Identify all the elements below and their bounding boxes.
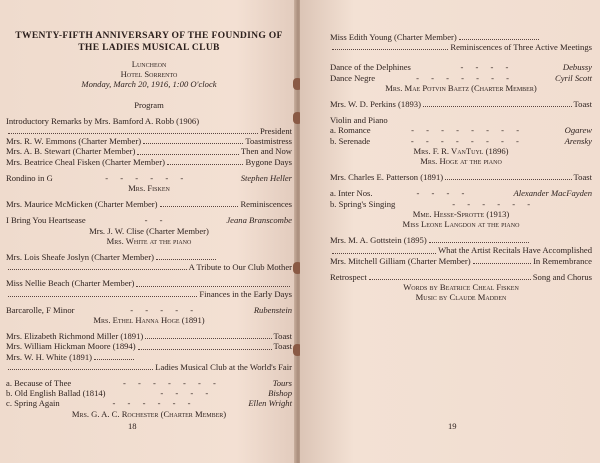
piece-composer: Alexander MacFayden (513, 188, 592, 199)
moore-row (6, 341, 292, 351)
leader-dots (473, 262, 531, 264)
intro-remarks: Introductory Remarks by Mrs. Bamford A. Robb (1906) (6, 115, 200, 126)
piece-composer: Ogarew (564, 125, 592, 136)
music-credit: Music by Claude Madden (415, 292, 507, 303)
heartsease-row (6, 215, 292, 225)
retrospect-label: Retrospect (330, 271, 367, 282)
piece-title: b. Spring's Singing (330, 198, 396, 209)
piece-title: Dance of the Delphines (330, 62, 411, 73)
dash-leader: - - - - (460, 62, 514, 73)
speaker-name: Mrs. William Hickman Moore (1894) (6, 341, 136, 352)
leader-dots (8, 132, 258, 134)
piece-title: Rondino in G (6, 172, 53, 183)
gilliam-row (330, 256, 592, 266)
leader-dots (8, 368, 153, 370)
toast-role: Then and Now (240, 146, 292, 157)
dash-leader: - - - - - - - - (410, 135, 524, 146)
violin-piece-row (330, 136, 592, 146)
gottstein-role-row (330, 245, 592, 255)
speaker-role: Toast (273, 341, 292, 352)
toast-row (6, 146, 292, 156)
leader-dots (332, 48, 448, 50)
song-composer: Bishop (268, 388, 292, 399)
leader-dots (138, 348, 272, 350)
leader-dots (136, 285, 290, 287)
title-line-2: THE LADIES MUSICAL CLUB (78, 41, 220, 53)
right-page (300, 0, 600, 463)
piece-title: Dance Negre (330, 72, 376, 83)
dash-leader: - - - - - - (452, 198, 536, 209)
toast-name: Mrs. A. B. Stewart (Charter Member) (6, 146, 136, 157)
leader-dots (429, 241, 529, 243)
speaker-role: A Tribute to Our Club Mother (188, 262, 292, 273)
leader-dots (423, 105, 572, 107)
leader-dots (369, 278, 531, 280)
songs-performer: Mrs. G. A. C. Rochester (Charter Member) (71, 408, 227, 419)
speaker-role: What the Artist Recitals Have Accomplished (438, 245, 592, 256)
song-title: a. Because of Thee (6, 378, 72, 389)
song-row (6, 378, 292, 388)
rondino-performer: Mrs. Fisken (128, 183, 170, 194)
speaker-role: Reminiscences of Three Active Meetings (450, 42, 592, 53)
heartsease-piano: Mrs. White at the piano (106, 235, 192, 246)
speaker-name: Mrs. W. H. White (1891) (6, 351, 93, 362)
leader-dots (8, 268, 187, 270)
speaker-role: Reminiscences (240, 199, 292, 210)
song-title: b. Old English Ballad (1814) (6, 388, 106, 399)
program-heading: Program (134, 99, 164, 110)
intro-role-row (6, 126, 292, 136)
toast-role: Bygone Days (245, 156, 292, 167)
speaker-role: Finances in the Early Days (199, 288, 292, 299)
piece-composer: Arensky (564, 135, 592, 146)
joslyn-role-row (6, 262, 292, 272)
piece-title: b. Serenade (330, 135, 371, 146)
piece-title: Barcarolle, F Minor (6, 304, 75, 315)
retrospect-row (330, 272, 592, 282)
beach-name-row (6, 278, 292, 288)
white-name-row (6, 352, 292, 362)
heartsease-singer: Mrs. J. W. Clise (Charter Member) (89, 225, 209, 236)
piece-title: I Bring You Heartsease (6, 215, 86, 226)
leader-dots (332, 252, 436, 254)
dash-leader: - - - - (416, 188, 470, 199)
speaker-name: Mrs. W. D. Perkins (1893) (330, 99, 421, 110)
piece-composer: Jeana Branscombe (226, 215, 292, 226)
song-title: c. Spring Again (6, 398, 60, 409)
dash-leader: - - (144, 215, 168, 226)
speaker-name: Mrs. Maurice McMicken (Charter Member) (6, 199, 158, 210)
leader-dots (459, 38, 539, 40)
joslyn-name-row (6, 252, 292, 262)
gottstein-name-row (330, 235, 592, 245)
dash-leader: - - - - - - - (123, 378, 221, 389)
retrospect-role: Song and Chorus (532, 271, 592, 282)
piece-composer: Debussy (562, 62, 592, 73)
toast-row (6, 157, 292, 167)
barcarolle-performer: Mrs. Ethel Hanna Hoge (1891) (93, 315, 205, 326)
title-line-1: TWENTY-FIFTH ANNIVERSARY OF THE FOUNDING OF (15, 30, 283, 41)
song-composer: Ellen Wright (248, 398, 292, 409)
words-credit: Words by Beatrice Cheal Fisken (403, 282, 519, 293)
leader-dots (160, 205, 239, 207)
dash-leader: - - - - - - - - (411, 125, 525, 136)
leader-dots (137, 153, 239, 155)
hotel-name: Hotel Sorrento (120, 69, 178, 80)
toast-role: Toastmistress (245, 136, 292, 147)
dash-leader: - - - - - - (112, 398, 196, 409)
patterson-row (330, 172, 592, 182)
vocal-performer: Mme. Hesse-Sprotte (1913) (412, 208, 510, 219)
dance-row (330, 62, 592, 72)
page-number-left: 18 (128, 420, 137, 431)
song-row (6, 388, 292, 398)
white-role-row (6, 362, 292, 372)
toast-name: Mrs. R. W. Emmons (Charter Member) (6, 136, 142, 147)
violin-piano: Mrs. Hoge at the piano (420, 156, 502, 167)
dance-row (330, 73, 592, 83)
page-number-right: 19 (448, 420, 457, 431)
violin-piece-row (330, 125, 592, 135)
dash-leader: - - - - - - - (416, 72, 515, 83)
song-composer: Tours (272, 378, 292, 389)
speaker-role: Ladies Musical Club at the World's Fair (155, 361, 292, 372)
dance-performer: Mrs. Mae Potvin Baetz (Charter Member) (385, 82, 537, 93)
violin-performer: Mrs. F. R. VanTuyl (1896) (413, 145, 509, 156)
young-name-row (330, 32, 592, 42)
left-page (0, 0, 296, 463)
piece-title: a. Romance (330, 125, 371, 136)
leader-dots (143, 142, 243, 144)
toast-row (6, 136, 292, 146)
dash-leader: - - - - (160, 388, 214, 399)
speaker-name: Mrs. Charles E. Patterson (1891) (330, 172, 444, 183)
speaker-name: Miss Nellie Beach (Charter Member) (6, 278, 135, 289)
speaker-role: Toast (573, 99, 592, 110)
leader-dots (145, 337, 271, 339)
miller-row (6, 331, 292, 341)
speaker-name: Mrs. Elizabeth Richmond Miller (1891) (6, 331, 144, 342)
speaker-role: In Remembrance (533, 255, 592, 266)
leader-dots (445, 178, 571, 180)
piece-composer: Stephen Heller (240, 172, 292, 183)
intro-role: President (260, 126, 292, 137)
vocal-piano: Miss Leone Langdon at the piano (402, 219, 520, 230)
mcmicken-row (6, 199, 292, 209)
speaker-role: Toast (573, 172, 592, 183)
speaker-name: Mrs. Mitchell Gilliam (Charter Member) (330, 255, 471, 266)
leader-dots (94, 358, 134, 360)
young-role-row (330, 42, 592, 52)
speaker-name: Mrs. Lois Sheafe Joslyn (Charter Member) (6, 252, 154, 263)
luncheon-label: Luncheon (131, 59, 167, 69)
piece-composer: Cyril Scott (555, 72, 592, 83)
barcarolle-row (6, 305, 292, 315)
speaker-role: Toast (273, 331, 292, 342)
perkins-row (330, 99, 592, 109)
rondino-row (6, 173, 292, 183)
vocal-piece-row (330, 199, 592, 209)
leader-dots (8, 295, 197, 297)
piece-composer: Rubenstein (253, 304, 292, 315)
leader-dots (156, 258, 216, 260)
toast-name: Mrs. Beatrice Cheal Fisken (Charter Member) (6, 156, 165, 167)
speaker-name: Mrs. M. A. Gottstein (1895) (330, 235, 427, 246)
dash-leader: - - - - - (130, 304, 199, 315)
dash-leader: - - - - - - (105, 172, 189, 183)
leader-dots (167, 163, 244, 165)
speaker-name: Miss Edith Young (Charter Member) (330, 32, 457, 42)
song-row (6, 398, 292, 408)
beach-role-row (6, 289, 292, 299)
violin-heading: Violin and Piano (330, 115, 388, 126)
piece-title: a. Inter Nos. (330, 188, 373, 199)
vocal-piece-row (330, 188, 592, 198)
event-date: Monday, March 20, 1916, 1:00 O'clock (81, 79, 217, 90)
